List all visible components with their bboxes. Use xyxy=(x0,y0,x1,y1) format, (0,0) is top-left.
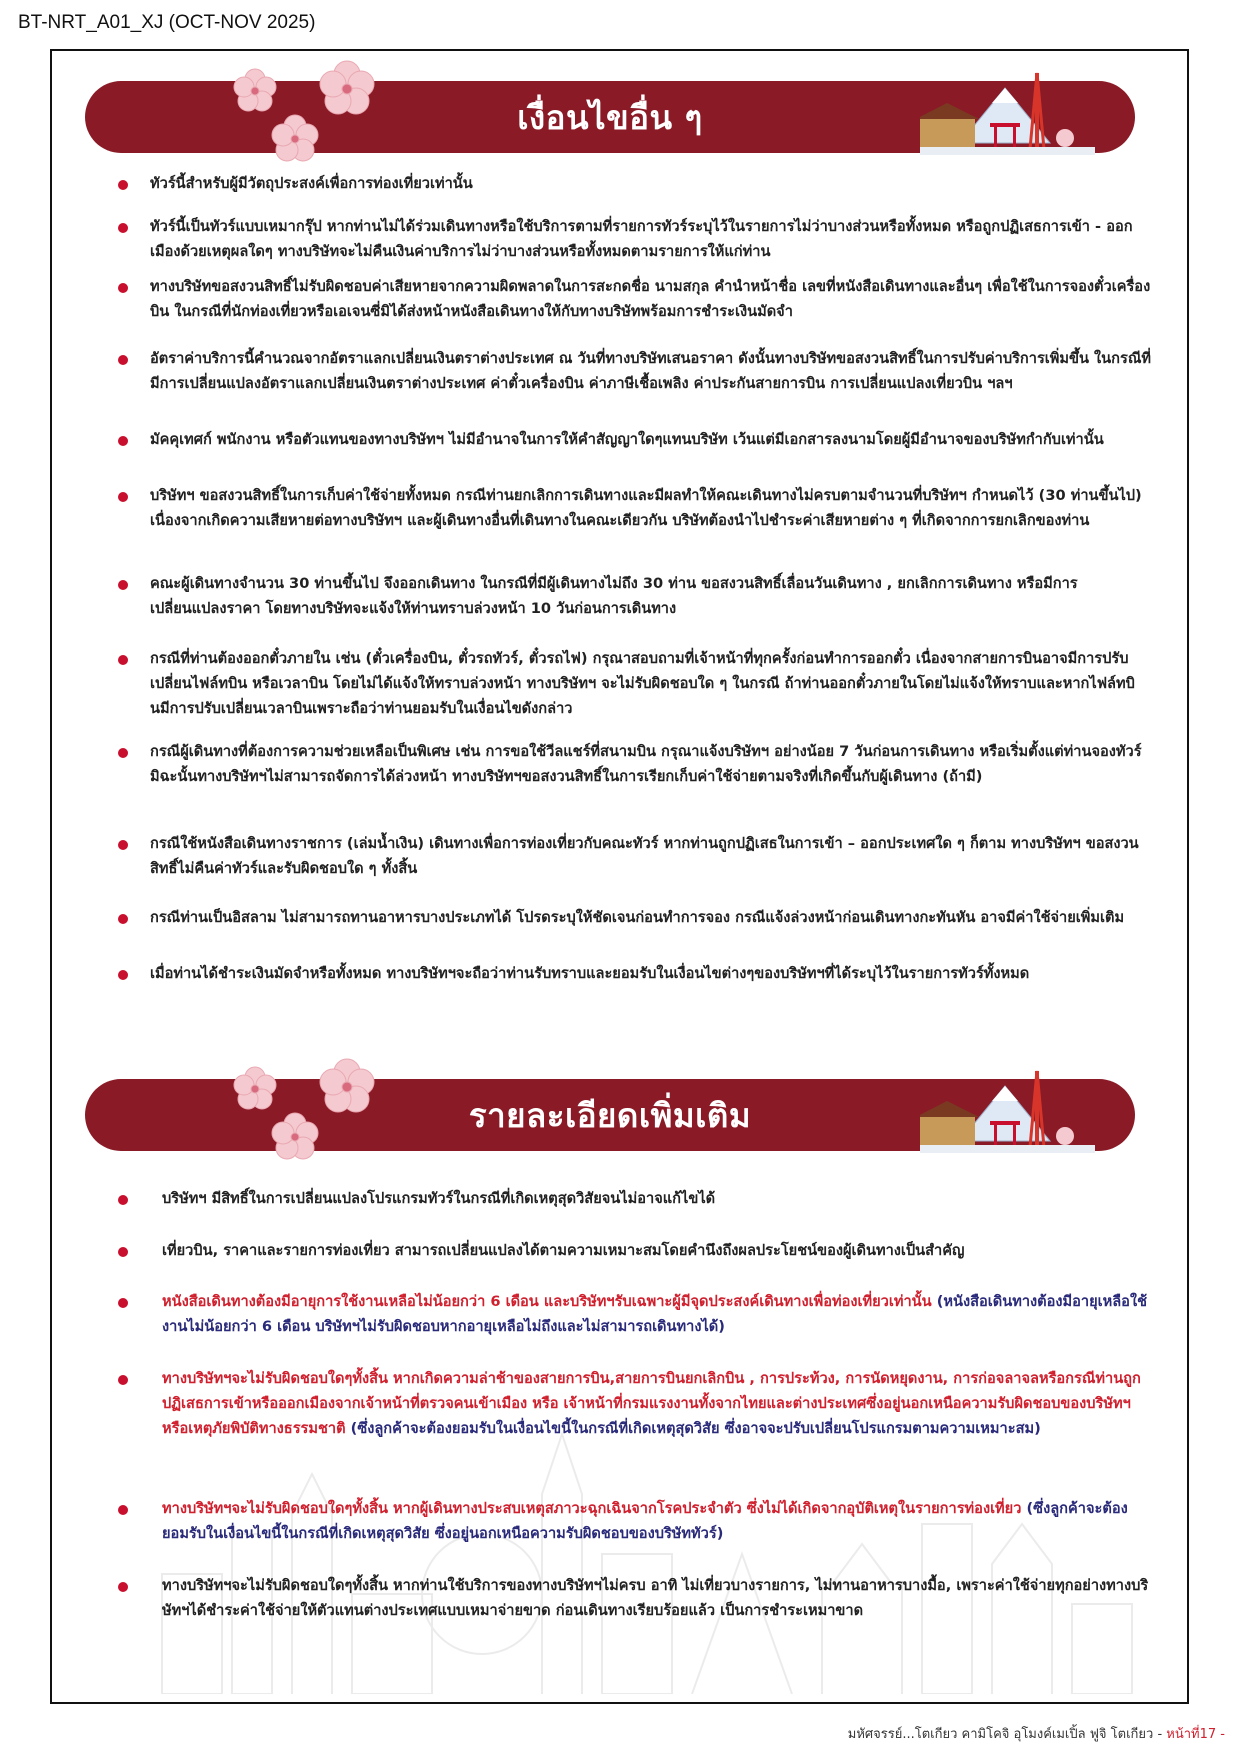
footer-text: มหัศจรรย์...โตเกียว คามิโคจิ อุโมงค์เมเปิ้ล ฟูจิ โตเกียว - xyxy=(847,1727,1167,1742)
bullet-dot-icon xyxy=(118,180,128,190)
bullet-dot-icon xyxy=(118,1582,128,1592)
list-item: อัตราค่าบริการนี้คำนวณจากอัตราแลกเปลี่ยนเงินตราต่างประเทศ ณ วันที่ทางบริษัทเสนอราคา ดังนั้นทางบริษัทขอสงวนสิทธิ์ในการปรับค่าบริการเพิ่มขึ้น ในกรณีที่มีการเปลี่ยนแปลงอัตราแลกเปลี่ยนเงินตราต่างประเทศ ค่าตั๋วเครื่องบิน ค่าภาษีเชื้อเพลิง ค่าประกันสายการบิน การเปลี่ยนแปลงเที่ยวบิน ฯลฯ xyxy=(118,346,1153,396)
section1-title: เงื่อนไขอื่น ๆ xyxy=(517,97,703,137)
list-item: ทางบริษัทฯจะไม่รับผิดชอบใดๆทั้งสิ้น หากผู้เดินทางประสบเหตุสภาวะฉุกเฉินจากโรคประจำตัว ซึ่งไม่ได้เกิดจากอุบัติเหตุในรายการท่องเที่ยว (ซึ่งลูกค้าจะต้องยอมรับในเงื่อนไขนี้ในกรณีที่เกิดเหตุสุดวิสัย ซึ่งอยู่นอกเหนือความรับผิดชอบของบริษัททัวร์) xyxy=(118,1496,1153,1546)
bullet-dot-icon xyxy=(118,840,128,850)
list-item: มัคคุเทศก์ พนักงาน หรือตัวแทนของทางบริษัทฯ ไม่มีอำนาจในการให้คำสัญญาใดๆแทนบริษัท เว้นแต่มีเอกสารลงนามโดยผู้มีอำนาจของบริษัทกำกับเท่านั้น xyxy=(118,427,1153,452)
bullet-dot-icon xyxy=(118,580,128,590)
bullet-dot-icon xyxy=(118,748,128,758)
bullet-dot-icon xyxy=(118,1195,128,1205)
bullet-dot-icon xyxy=(118,492,128,502)
list-item: คณะผู้เดินทางจำนวน 30 ท่านขึ้นไป จึงออกเดินทาง ในกรณีที่มีผู้เดินทางไม่ถึง 30 ท่าน ขอสงวนสิทธิ์เลื่อนวันเดินทาง , ยกเลิกการเดินทาง หรือมีการเปลี่ยนแปลงราคา โดยทางบริษัทจะแจ้งให้ท่านทราบล่วงหน้า 10 วันก่อนการเดินทาง xyxy=(118,571,1153,621)
bullet-dot-icon xyxy=(118,355,128,365)
list-item: บริษัทฯ ขอสงวนสิทธิ์ในการเก็บค่าใช้จ่ายทั้งหมด กรณีท่านยกเลิกการเดินทางและมีผลทำให้คณะเดินทางไม่ครบตามจำนวนที่บริษัทฯ กำหนดไว้ (30 ท่านขึ้นไป) เนื่องจากเกิดความเสียหายต่อทางบริษัทฯ และผู้เดินทางอื่นที่เดินทางในคณะเดียวกัน บริษัทต้องนำไปชำระค่าเสียหายต่าง ๆ ที่เกิดจากการยกเลิกของท่าน xyxy=(118,483,1153,533)
page-number: หน้าที่17 - xyxy=(1166,1727,1225,1742)
bullet-dot-icon xyxy=(118,283,128,293)
bullet-dot-icon xyxy=(118,436,128,446)
list-item: เที่ยวบิน, ราคาและรายการท่องเที่ยว สามารถเปลี่ยนแปลงได้ตามความเหมาะสมโดยคำนึงถึงผลประโยชน์ของผู้เดินทางเป็นสำคัญ xyxy=(118,1238,1153,1263)
section1-banner xyxy=(85,81,1135,153)
list-item: เมื่อท่านได้ชำระเงินมัดจำหรือทั้งหมด ทางบริษัทฯจะถือว่าท่านรับทราบและยอมรับในเงื่อนไขต่างๆของบริษัทฯที่ได้ระบุไว้ในรายการทัวร์ทั้งหมด xyxy=(118,961,1153,986)
list-item: กรณีที่ท่านต้องออกตั๋วภายใน เช่น (ตั๋วเครื่องบิน, ตั๋วรถทัวร์, ตั๋วรถไฟ) กรุณาสอบถามที่เจ้าหน้าที่ทุกครั้งก่อนทำการออกตั๋ว เนื่องจากสายการบินอาจมีการปรับเปลี่ยนไฟล์ทบิน หรือเวลาบิน โดยไม่ได้แจ้งให้ทราบล่วงหน้า ทางบริษัทฯ จะไม่รับผิดชอบใด ๆ ในกรณี ถ้าท่านออกตั๋วภายในโดยไม่แจ้งให้ทราบและหากไฟล์ทบินมีการปรับเปลี่ยนเวลาบินเพราะถือว่าท่านยอมรับในเงื่อนไขดังกล่าว xyxy=(118,646,1153,721)
list-item: ทางบริษัทฯจะไม่รับผิดชอบใดๆทั้งสิ้น หากเกิดความล่าช้าของสายการบิน,สายการบินยกเลิกบิน , การประท้วง, การนัดหยุดงาน, การก่อจลาจลหรือกรณีท่านถูกปฏิเสธการเข้าหรือออกเมืองจากเจ้าหน้าที่ตรวจคนเข้าเมือง หรือ เจ้าหน้าที่กรมแรงงานทั้งจากไทยและต่างประเทศซึ่งอยู่นอกเหนือความรับผิดชอบของบริษัทฯหรือเหตุภัยพิบัติทางธรรมชาติ (ซึ่งลูกค้าจะต้องยอมรับในเงื่อนไขนี้ในกรณีที่เกิดเหตุสุดวิสัย ซึ่งอาจจะปรับเปลี่ยนโปรแกรมตามความเหมาะสม) xyxy=(118,1366,1153,1441)
bullet-dot-icon xyxy=(118,970,128,980)
bullet-dot-icon xyxy=(118,1375,128,1385)
cherry-blossom-icon xyxy=(225,1057,425,1167)
list-item: กรณีใช้หนังสือเดินทางราชการ (เล่มน้ำเงิน) เดินทางเพื่อการท่องเที่ยวกับคณะทัวร์ หากท่านถูกปฏิเสธในการเข้า – ออกประเทศใด ๆ ก็ตาม ทางบริษัทฯ ขอสงวนสิทธิ์ไม่คืนค่าทัวร์และรับผิดชอบใด ๆ ทั้งสิ้น xyxy=(118,831,1153,881)
list-item: กรณีท่านเป็นอิสลาม ไม่สามารถทานอาหารบางประเภทได้ โปรดระบุให้ชัดเจนก่อนทำการจอง กรณีแจ้งล่วงหน้าก่อนเดินทางกะทันหัน อาจมีค่าใช้จ่ายเพิ่มเติม xyxy=(118,905,1153,930)
bullet-dot-icon xyxy=(118,1298,128,1308)
list-item: ทางบริษัทขอสงวนสิทธิ์ไม่รับผิดชอบค่าเสียหายจากความผิดพลาดในการสะกดชื่อ นามสกุล คำนำหน้าชื่อ เลขที่หนังสือเดินทางและอื่นๆ เพื่อใช้ในการจองตั๋วเครื่องบิน ในกรณีที่นักท่องเที่ยวหรือเอเจนซี่มิได้ส่งหน้าหนังสือเดินทางให้กับทางบริษัทพร้อมการชำระเงินมัดจำ xyxy=(118,274,1153,324)
list-item: กรณีผู้เดินทางที่ต้องการความช่วยเหลือเป็นพิเศษ เช่น การขอใช้วีลแชร์ที่สนามบิน กรุณาแจ้งบริษัทฯ อย่างน้อย 7 วันก่อนการเดินทาง หรือเริ่มตั้งแต่ท่านจองทัวร์ มิฉะนั้นทางบริษัทฯไม่สามารถจัดการได้ล่วงหน้า ทางบริษัทฯขอสงวนสิทธิ์ในการเรียกเก็บค่าใช้จ่ายตามจริงที่เกิดขึ้นกับผู้เดินทาง (ถ้ามี) xyxy=(118,739,1153,789)
page-footer xyxy=(848,1723,1225,1744)
section2-banner xyxy=(85,1079,1135,1151)
bullet-dot-icon xyxy=(118,1505,128,1515)
list-item: ทัวร์นี้เป็นทัวร์แบบเหมากรุ๊ป หากท่านไม่ได้ร่วมเดินทางหรือใช้บริการตามที่รายการทัวร์ระบุไว้ในรายการไม่ว่าบางส่วนหรือทั้งหมด หรือถูกปฏิเสธการเข้า - ออกเมืองด้วยเหตุผลใดๆ ทางบริษัทจะไม่คืนเงินค่าบริการไม่ว่าบางส่วนหรือทั้งหมดตามรายการให้แก่ท่าน xyxy=(118,214,1153,264)
list-item: บริษัทฯ มีสิทธิ์ในการเปลี่ยนแปลงโปรแกรมทัวร์ในกรณีที่เกิดเหตุสุดวิสัยจนไม่อาจแก้ไขได้ xyxy=(118,1186,1153,1211)
japan-scene-icon xyxy=(920,1061,1095,1153)
bullet-dot-icon xyxy=(118,1247,128,1257)
list-item: ทางบริษัทฯจะไม่รับผิดชอบใดๆทั้งสิ้น หากท่านใช้บริการของทางบริษัทฯไม่ครบ อาทิ ไม่เที่ยวบางรายการ, ไม่ทานอาหารบางมื้อ, เพราะค่าใช้จ่ายทุกอย่างทางบริษัทฯได้ชำระค่าใช้จ่ายให้ตัวแทนต่างประเทศแบบเหมาจ่ายขาด ก่อนเดินทางเรียบร้อยแล้ว เป็นการชำระเหมาขาด xyxy=(118,1573,1153,1623)
document-code: BT-NRT_A01_XJ (OCT-NOV 2025) xyxy=(18,12,316,33)
bullet-dot-icon xyxy=(118,223,128,233)
bullet-dot-icon xyxy=(118,655,128,665)
page-frame xyxy=(50,49,1189,1704)
bullet-dot-icon xyxy=(118,914,128,924)
section2-title: รายละเอียดเพิ่มเติม xyxy=(468,1095,752,1135)
list-item: หนังสือเดินทางต้องมีอายุการใช้งานเหลือไม่น้อยกว่า 6 เดือน และบริษัทฯรับเฉพาะผู้มีจุดประสงค์เดินทางเพื่อท่องเที่ยวเท่านั้น (หนังสือเดินทางต้องมีอายุเหลือใช้งานไม่น้อยกว่า 6 เดือน บริษัทฯไม่รับผิดชอบหากอายุเหลือไม่ถึงและไม่สามารถเดินทางได้) xyxy=(118,1289,1153,1339)
cherry-blossom-icon xyxy=(225,59,425,169)
japan-scene-icon xyxy=(920,63,1095,155)
list-item: ทัวร์นี้สำหรับผู้มีวัตถุประสงค์เพื่อการท่องเที่ยวเท่านั้น xyxy=(118,171,1153,196)
